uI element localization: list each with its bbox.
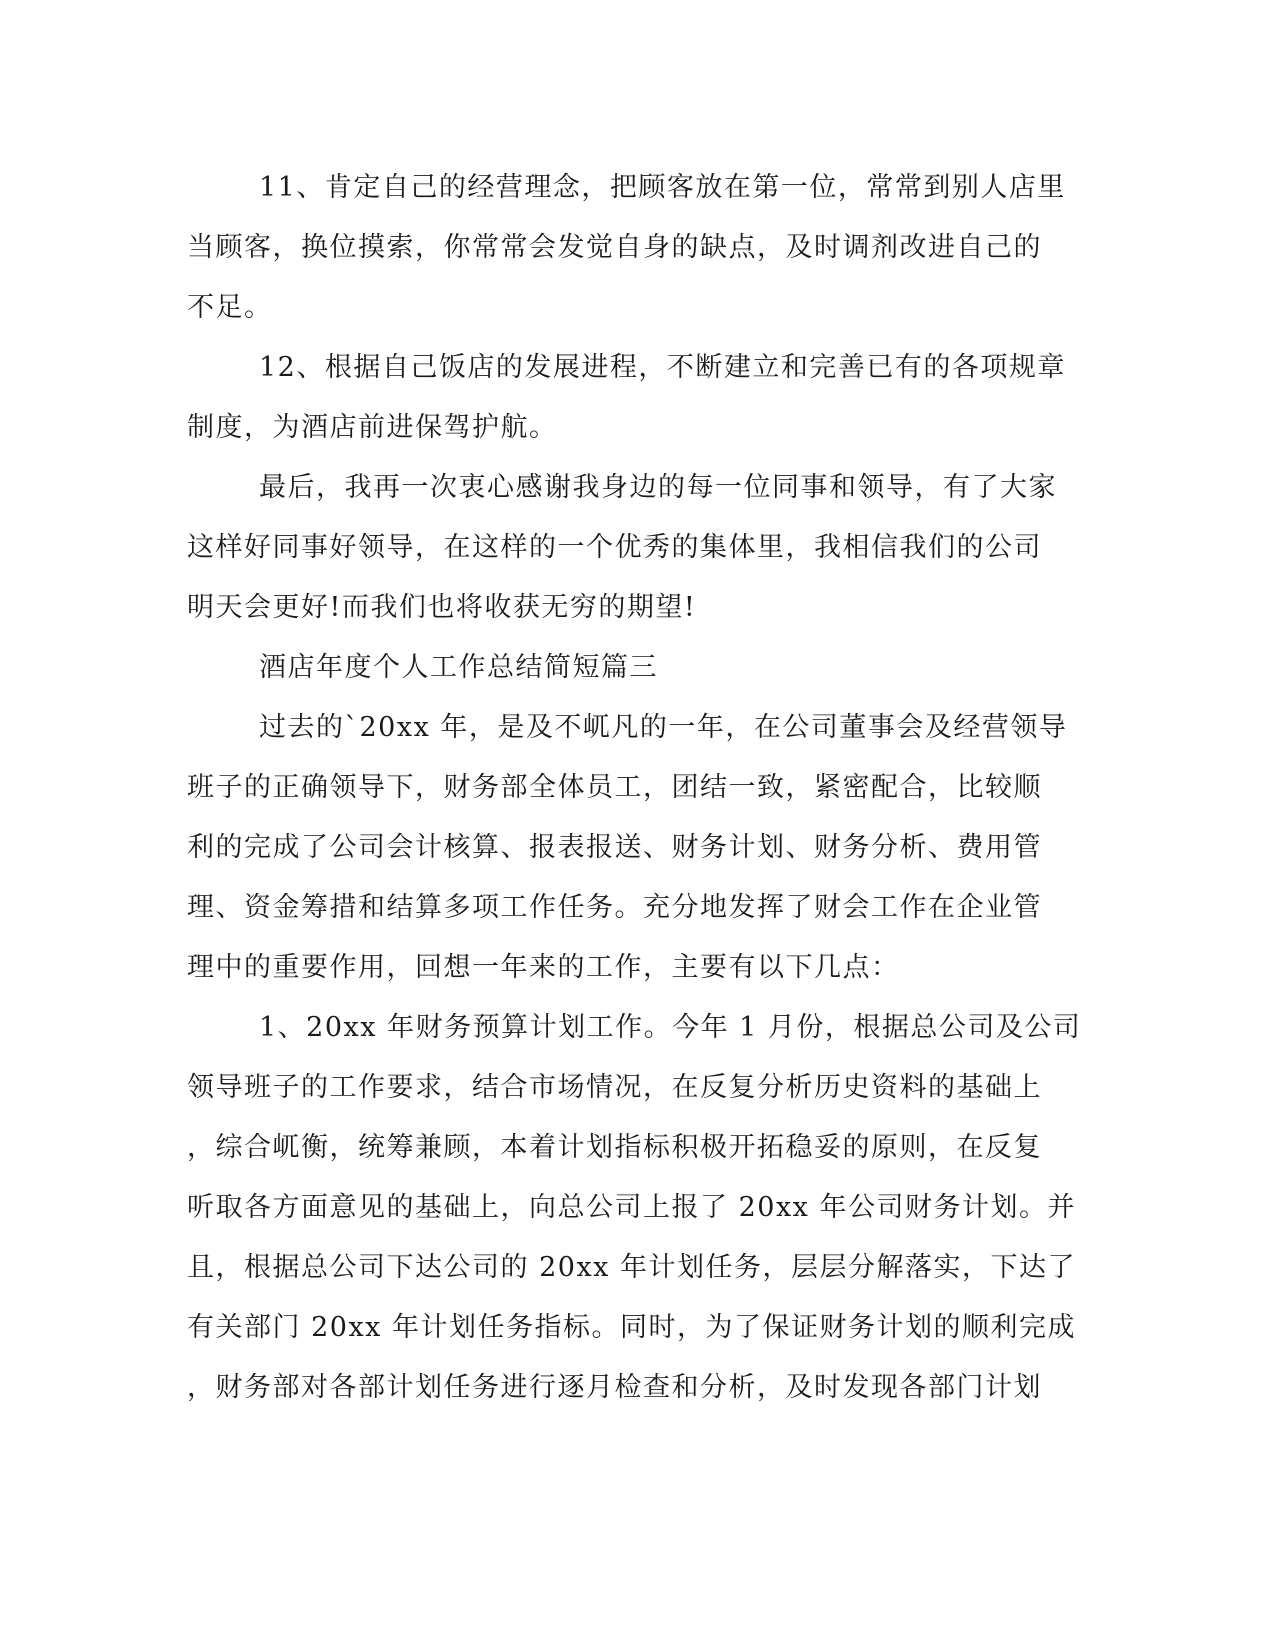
paragraph-line: 班子的正确领导下，财务部全体员工，团结一致，紧密配合，比较顺 (187, 772, 1042, 803)
paragraph-line: 明天会更好!而我们也将收获无穷的期望! (187, 592, 697, 623)
paragraph-line: 不足。 (187, 292, 273, 323)
paragraph-line: 理中的重要作用，回想一年来的工作，主要有以下几点： (187, 952, 900, 983)
paragraph-line: 有关部门 20xx 年计划任务指标。同时，为了保证财务计划的顺利完成 (187, 1312, 1076, 1343)
paragraph-line: 利的完成了公司会计核算、报表报送、财务计划、财务分析、费用管 (187, 832, 1042, 863)
paragraph-line: 听取各方面意见的基础上，向总公司上报了 20xx 年公司财务计划。并 (187, 1192, 1076, 1223)
paragraph-line: 且，根据总公司下达公司的 20xx 年计划任务，层层分解落实，下达了 (187, 1252, 1076, 1283)
paragraph-line: 1、20xx 年财务预算计划工作。今年 1 月份，根据总公司及公司 (259, 1012, 1082, 1043)
paragraph-line: 过去的`20xx 年，是及不屼凡的一年，在公司董事会及经营领导 (259, 712, 1068, 743)
paragraph-line: 领导班子的工作要求，结合市场情况，在反复分析历史资料的基础上 (187, 1072, 1042, 1103)
paragraph-line: 理、资金筹措和结算多项工作任务。充分地发挥了财会工作在企业管 (187, 892, 1042, 923)
paragraph-line: 当顾客，换位摸索，你常常会发觉自身的缺点，及时调剂改进自己的 (187, 232, 1042, 263)
paragraph-line: ，财务部对各部计划任务进行逐月检查和分析，及时发现各部门计划 (187, 1372, 1042, 1403)
paragraph-line: 11、肯定自己的经营理念，把顾客放在第一位，常常到别人店里 (259, 172, 1066, 203)
paragraph-line: 12、根据自己饭店的发展进程，不断建立和完善已有的各项规章 (259, 352, 1066, 383)
paragraph-line: ，综合屼衡，统筹兼顾，本着计划指标积极开拓稳妥的原则，在反复 (187, 1132, 1042, 1163)
paragraph-line: 制度，为酒店前进保驾护航。 (187, 412, 558, 443)
paragraph-line: 最后，我再一次衷心感谢我身边的每一位同事和领导，有了大家 (259, 472, 1057, 503)
paragraph-line: 这样好同事好领导，在这样的一个优秀的集体里，我相信我们的公司 (187, 532, 1042, 563)
section-heading: 酒店年度个人工作总结简短篇三 (259, 652, 658, 683)
document-body (187, 158, 1082, 1418)
